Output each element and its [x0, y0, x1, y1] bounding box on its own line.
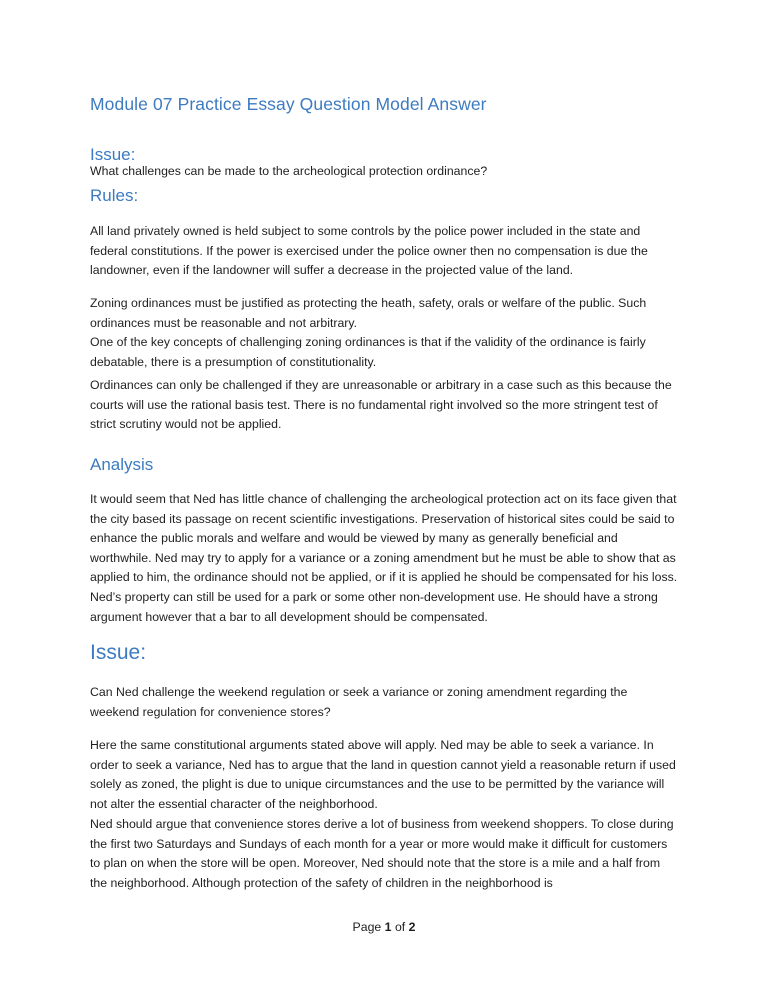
rules-paragraph-1: All land privately owned is held subject to some controls by the police power included in the state and federal constitutions. If the power is exercised under the police owner then no compensation is due the landowner, even if the landowner will suffer a decrease in the projected value of the land.: [90, 224, 648, 278]
page-current: 1: [384, 920, 392, 934]
rules-paragraph-2: Zoning ordinances must be justified as protecting the heath, safety, orals or welfare of the public. Such ordinances must be reasonable and not arbitrary.: [90, 296, 647, 330]
rules-heading: Rules:: [90, 186, 139, 205]
of-label: of: [394, 920, 406, 934]
issue2-paragraph-2: Here the same constitutional arguments stated above will apply. Ned may be able to seek a variance. In order to seek a variance, Ned has to argue that the land in question cannot yield a reasonable return if used solely as zoned, the plight is due to unique circumstances and the use to be permitted by the variance will not alter the essential character of the neighborhood.: [90, 738, 676, 811]
issue-heading-1: Issue:: [90, 145, 136, 164]
analysis-paragraph: It would seem that Ned has little chance of challenging the archeological protection act on its face given that the city based its passage on recent scientific investigations. Preservation of historical sites could be said to enhance the public morals and welfare and would be viewed by many as generally beneficial and worthwhile. Ned may try to apply for a variance or a zoning amendment but he must be able to show that as applied to him, the ordinance should not be applied, or if it is applied he should be compensated for his loss. Ned’s property can still be used for a park or some other non-development use. He should have a strong argument however that a bar to all development should be compensated.: [90, 492, 678, 624]
page-total: 2: [408, 920, 416, 934]
page-footer: [0, 920, 768, 934]
document-title: Module 07 Practice Essay Question Model Answer: [90, 94, 487, 114]
page-label: Page: [352, 920, 382, 934]
issue-text-1: What challenges can be made to the archeological protection ordinance?: [90, 164, 488, 178]
issue2-paragraph-3: Ned should argue that convenience stores derive a lot of business from weekend shoppers. To close during the first two Saturdays and Sundays of each month for a year or more would make it difficult for customers to plan on when the store will be open. Moreover, Ned should note that the store is a mile and a half from the neighborhood. Although protection of the safety of children in the neighborhood is: [90, 817, 674, 890]
issue-heading-2: Issue:: [90, 641, 147, 664]
rules-paragraph-4: Ordinances can only be challenged if they are unreasonable or arbitrary in a case such as this because the courts will use the rational basis test. There is no fundamental right involved so the more stringent test of strict scrutiny would not be applied.: [90, 378, 672, 432]
analysis-heading: Analysis: [90, 455, 154, 474]
issue-text-2: Can Ned challenge the weekend regulation or seek a variance or zoning amendment regarding the weekend regulation for convenience stores?: [90, 685, 628, 719]
rules-paragraph-3: One of the key concepts of challenging zoning ordinances is that if the validity of the ordinance is fairly debatable, there is a presumption of constitutionality.: [90, 335, 646, 369]
